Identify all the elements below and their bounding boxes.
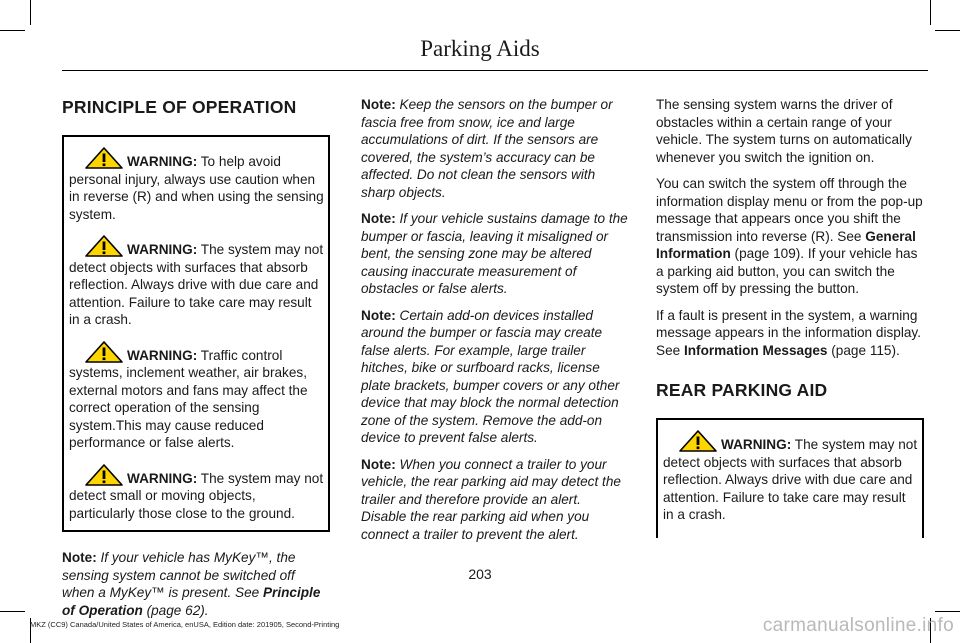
crop-mark (935, 30, 960, 31)
paragraph-text: You can switch the system off through the information display menu or from the pop-up message that appears once you shift the transmission into reverse (R). See (656, 176, 923, 244)
note-label: Note: (361, 307, 396, 323)
warning-item (69, 147, 325, 223)
warning-text: The system may not detect objects with surfaces that absorb reflection. Always drive with due care and attention. Failure to take care may result in a crash. (69, 242, 324, 327)
note-text: If your vehicle has MyKey™, the sensing system cannot be switched off when a MyKey™ is present. See (62, 550, 296, 600)
cross-reference-link[interactable]: Principle of Operation (62, 585, 321, 618)
warning-box (62, 135, 330, 532)
cross-reference-link[interactable]: General Information (656, 228, 916, 261)
crop-mark (0, 611, 25, 612)
note-label: Note: (62, 550, 97, 565)
warning-text: The system may not detect objects with surfaces that absorb reflection. Always drive with due care and attention. Failure to take care may result in a crash. (663, 437, 918, 522)
paragraph-text: (page 109). If your vehicle has a parking aid button, you can switch the system off by pressing the button. (656, 246, 918, 296)
warning-item (663, 430, 919, 524)
watermark: carmanualsonline.info (762, 615, 954, 636)
column-left (62, 96, 330, 628)
warning-label: WARNING: (127, 347, 198, 363)
warning-label: WARNING: (127, 470, 198, 486)
cross-reference-link[interactable]: Information Messages (683, 342, 828, 358)
crop-mark (930, 0, 931, 25)
section-title-principle: PRINCIPLE OF OPERATION (62, 97, 297, 117)
warning-item (69, 235, 325, 329)
note-item (361, 456, 629, 544)
body-paragraph (656, 307, 924, 360)
warning-triangle-icon (85, 235, 123, 257)
warning-item (69, 341, 325, 452)
column-right (656, 96, 924, 555)
warning-triangle-icon (85, 464, 123, 486)
warning-triangle-icon (85, 341, 123, 363)
paragraph-text: If a fault is present in the system, a warning message appears in the information display. See (656, 307, 921, 358)
warning-text: The system may not detect small or moving objects, particularly those close to the ground. (69, 470, 324, 521)
paragraph-text: (page 115). (827, 342, 900, 358)
body-paragraph (656, 175, 924, 298)
column-middle (361, 96, 629, 552)
warning-box (656, 418, 924, 538)
crop-mark (30, 0, 31, 25)
note-text: When you connect a trailer to your vehicle, the rear parking aid may detect the trailer and therefore provide an alert. Disable the rear parking aid when you connect a trailer to prevent the alert. (361, 456, 621, 542)
note-text: Keep the sensors on the bumper or fascia free from snow, ice and large accumulations of dirt. If the sensors are covered, the system’s accuracy can be affected. Do not clean the sensors with sharp objects. (361, 97, 613, 200)
warning-label: WARNING: (127, 154, 198, 169)
warning-item (69, 464, 325, 523)
warning-text: Traffic control systems, inclement weather, air brakes, external motors and fans may affect the correct operation of the sensing system.This may cause reduced performance or false alerts. (69, 347, 308, 450)
note-item (361, 307, 629, 447)
crop-mark (935, 611, 960, 612)
note-label: Note: (361, 456, 396, 472)
page-reference: (page 62). (142, 602, 209, 618)
warning-label: WARNING: (721, 437, 792, 452)
warning-triangle-icon (679, 430, 717, 452)
section-title-rear-parking: REAR PARKING AID (656, 380, 828, 400)
note-label: Note: (361, 97, 396, 112)
note-mykey (62, 549, 330, 619)
header-rule (62, 70, 928, 71)
warning-triangle-icon (85, 147, 123, 169)
page-title: Parking Aids (420, 36, 540, 61)
crop-mark (0, 30, 25, 31)
note-item (361, 96, 629, 201)
note-label: Note: (361, 211, 396, 226)
note-item (361, 210, 629, 298)
footer-edition: MKZ (CC9) Canada/United States of America, enUSA, Edition date: 201905, Second-Printing (30, 620, 340, 629)
warning-text: To help avoid personal injury, always use caution when in reverse (R) and when using the sensing system. (69, 154, 324, 222)
note-text: Certain add-on devices installed around the bumper or fascia may create false alerts. For example, large trailer hitches, bike or surfboard racks, license plate brackets, bumper covers or any other device that may block the normal detection zone of the system. Remove the add-on device to prevent false alerts. (361, 307, 620, 445)
note-text: If your vehicle sustains damage to the bumper or fascia, leaving it misaligned or bent, the sensing zone may be altered causing inaccurate measurement of obstacles or false alerts. (361, 211, 628, 296)
page-number: 203 (468, 566, 492, 582)
warning-label: WARNING: (127, 242, 198, 257)
body-paragraph: The sensing system warns the driver of obstacles within a certain range of your vehicle. The system turns on automatically whenever you switch the ignition on. (656, 97, 912, 165)
